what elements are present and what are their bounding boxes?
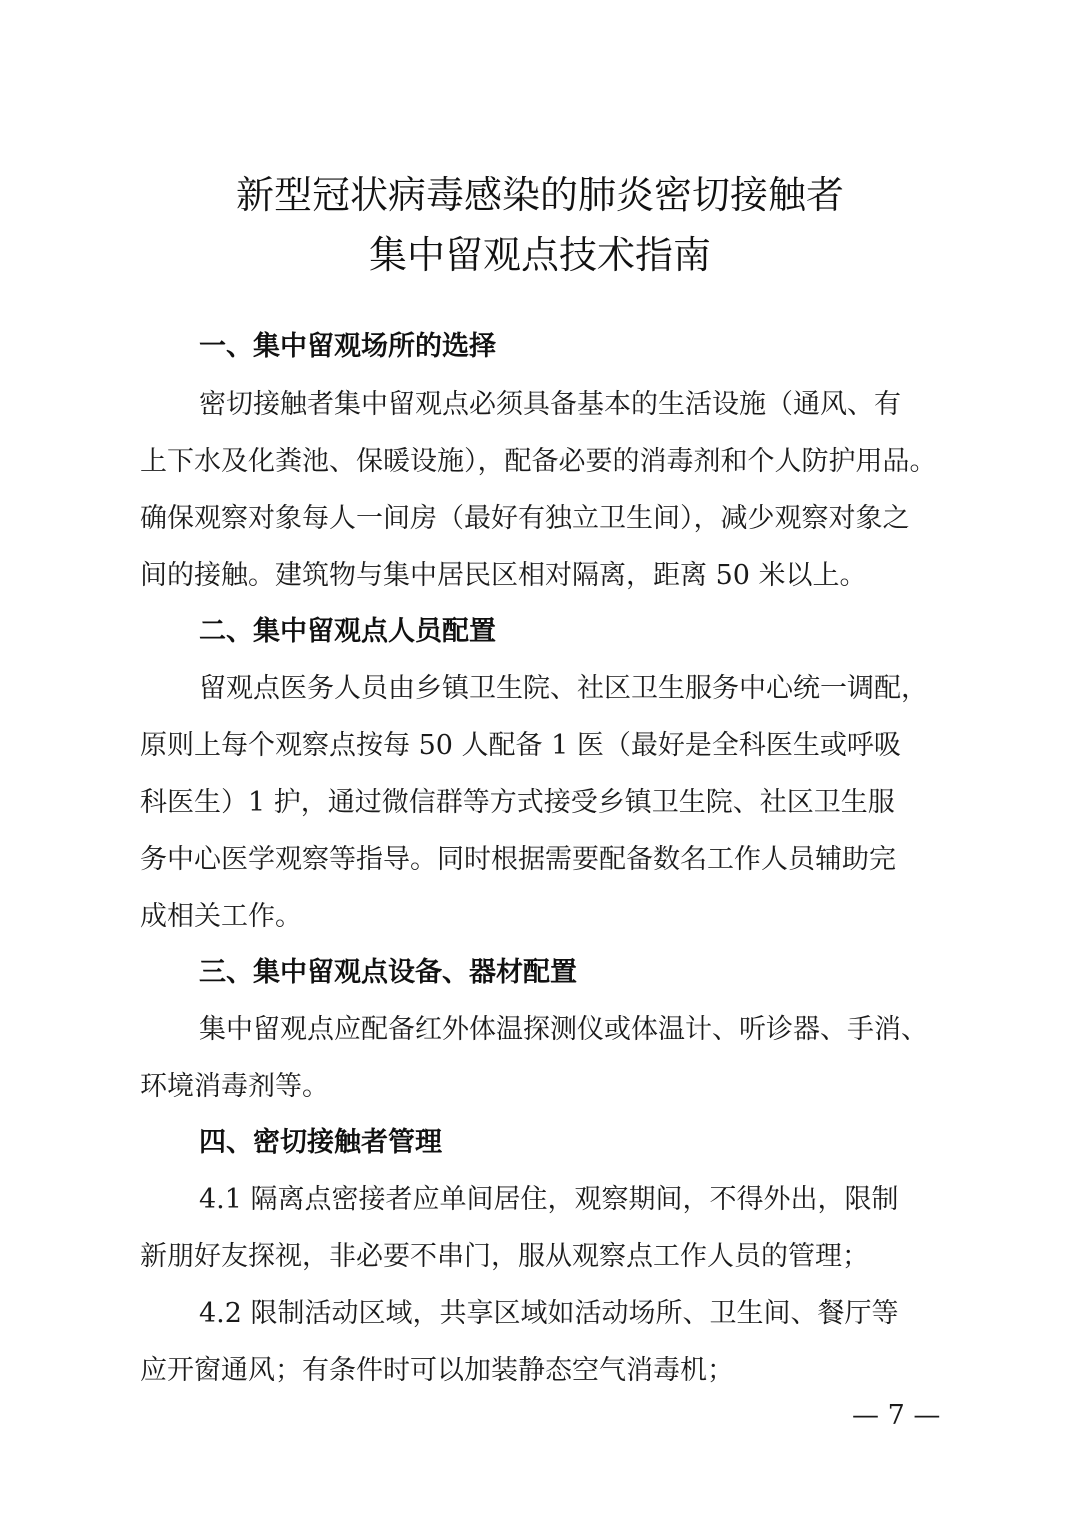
section-2-heading: 二、集中留观点人员配置 [199, 616, 496, 647]
section-4-paragraph-line: 应开窗通风；有条件时可以加装静态空气消毒机； [140, 1355, 734, 1386]
section-1-paragraph-line: 上下水及化粪池、保暖设施），配备必要的消毒剂和个人防护用品。 [140, 446, 937, 477]
page-number: — 7 — [852, 1400, 941, 1431]
section-2-paragraph-line: 原则上每个观察点按每 50 人配备 1 医（最好是全科医生或呼吸 [140, 730, 901, 761]
section-4-paragraph-line: 新朋好友探视，非必要不串门，服从观察点工作人员的管理； [140, 1241, 869, 1272]
section-2-paragraph-line: 科医生）1 护，通过微信群等方式接受乡镇卫生院、社区卫生服 [140, 787, 895, 818]
section-1-paragraph-line: 间的接触。建筑物与集中居民区相对隔离，距离 50 米以上。 [140, 560, 867, 591]
section-1-paragraph-line: 确保观察对象每人一间房（最好有独立卫生间），减少观察对象之 [140, 503, 910, 534]
section-4-paragraph-line: 4.2 限制活动区域，共享区域如活动场所、卫生间、餐厅等 [199, 1298, 899, 1329]
section-2-paragraph-line: 务中心医学观察等指导。同时根据需要配备数名工作人员辅助完 [140, 844, 896, 875]
document-title-line-1: 新型冠状病毒感染的肺炎密切接触者 [235, 173, 844, 217]
section-2-paragraph-line: 成相关工作。 [140, 901, 302, 932]
section-3-paragraph-line: 集中留观点应配备红外体温探测仪或体温计、听诊器、手消、 [199, 1014, 928, 1045]
document-title-line-2: 集中留观点技术指南 [368, 233, 711, 277]
section-3-heading: 三、集中留观点设备、器材配置 [199, 957, 577, 988]
section-4-heading: 四、密切接触者管理 [199, 1127, 442, 1158]
section-1-heading: 一、集中留观场所的选择 [199, 331, 496, 362]
section-3-paragraph-line: 环境消毒剂等。 [140, 1071, 329, 1102]
section-4-paragraph-line: 4.1 隔离点密接者应单间居住，观察期间，不得外出，限制 [199, 1184, 899, 1215]
section-2-paragraph-line: 留观点医务人员由乡镇卫生院、社区卫生服务中心统一调配， [199, 673, 928, 704]
section-1-paragraph-line: 密切接触者集中留观点必须具备基本的生活设施（通风、有 [199, 389, 901, 420]
